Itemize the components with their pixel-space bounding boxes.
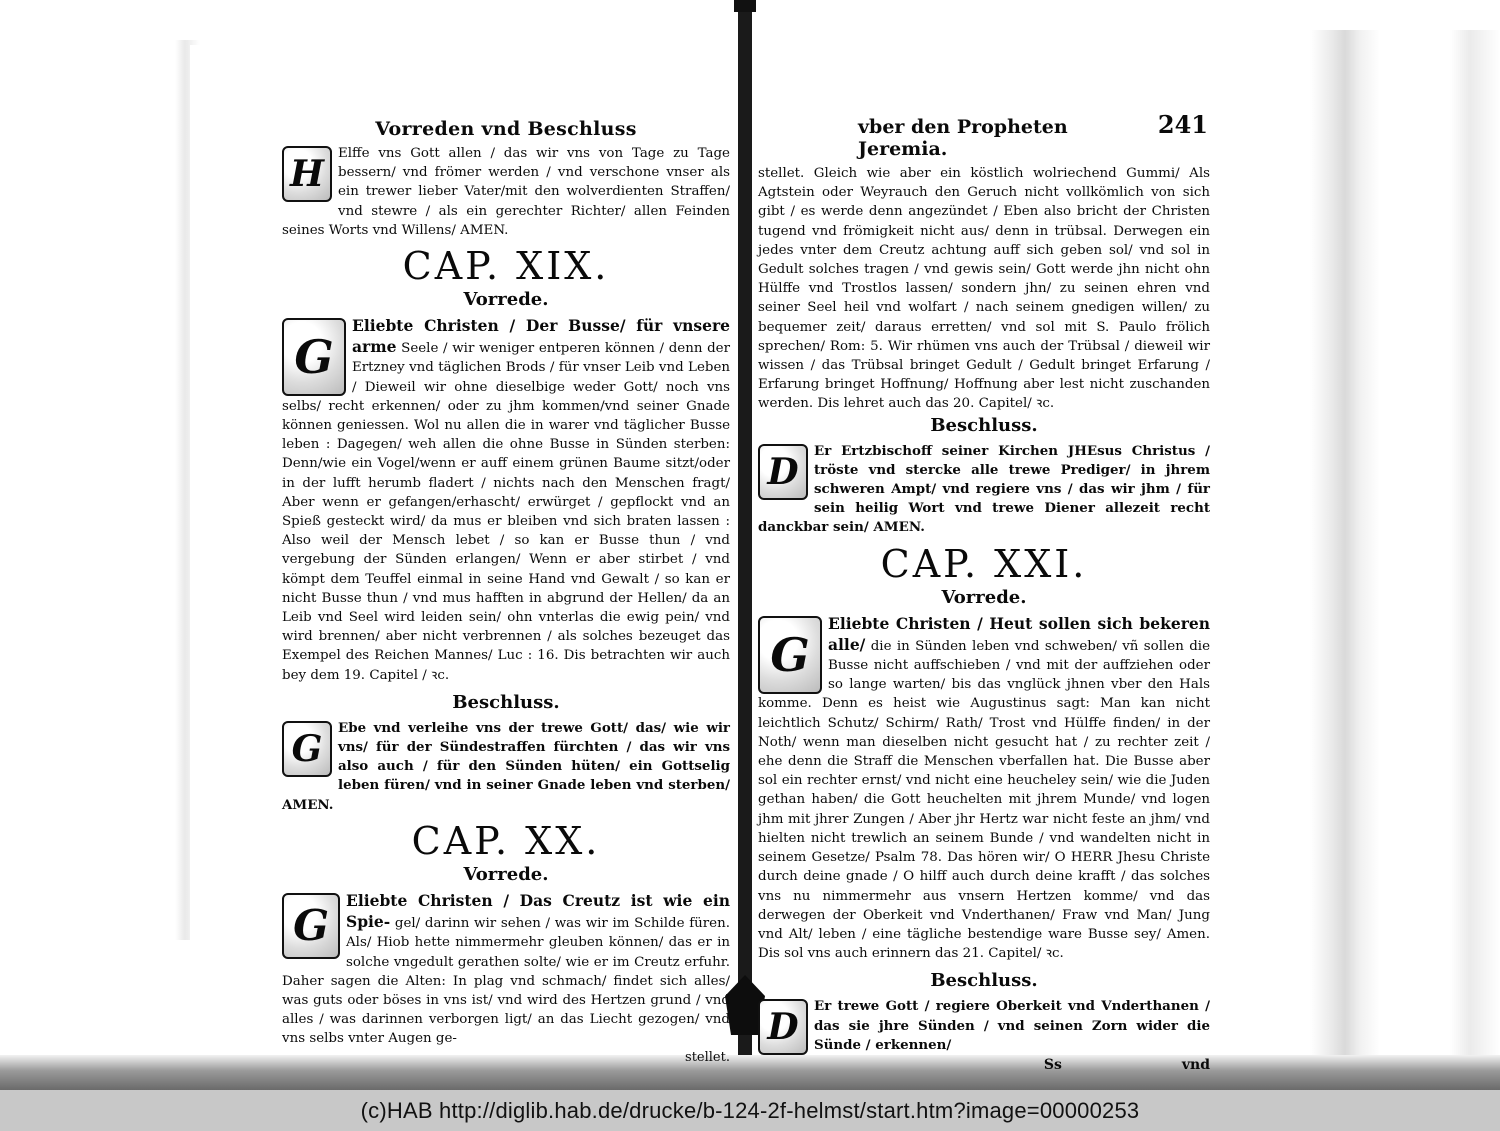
chapter-19-beschluss-text: Ebe vnd verleihe vns der trewe Gott/ das/ wie wir vns/ für der Sündestraffen fürchten / das wir vns also auch / für den Sünden hüten/ ein Gottselig leben füren/ vnd in seiner Gnade leben vnd sterben/ AMEN.: [282, 719, 730, 813]
drop-initial-d: D: [758, 444, 808, 500]
chapter-21-beschluss-heading: Beschluss.: [930, 970, 1038, 992]
chapter-19-beschluss-heading: Beschluss.: [452, 691, 560, 713]
drop-initial-g: G: [758, 616, 822, 694]
chapter-20-vorrede-heading: Vorrede.: [463, 863, 549, 885]
chapter-21-title: CAP. XXI.: [880, 541, 1088, 586]
drop-initial-d: D: [758, 999, 808, 1055]
credit-text: (c)HAB http://diglib.hab.de/drucke/b-124-2f-helmst/start.htm?image=00000253: [360, 1097, 1140, 1123]
drop-initial-g: G: [282, 893, 340, 959]
left-page-text: [282, 118, 730, 1067]
chapter-21-beschluss-text: Er trewe Gott / regiere Oberkeit vnd Vnderthanen / das sie jhre Sünden / vnd seinen Zorn wider die Sünde / erkennen/: [814, 998, 1210, 1053]
signature-mark: Ss: [1043, 1056, 1062, 1073]
signature-row: [814, 1055, 1210, 1075]
scan-bottom-shadow: [0, 1055, 1500, 1090]
chapter-21-vorrede-lead: Eliebte Christen / Heut sollen sich bekeren alle/: [828, 613, 1210, 654]
running-head-title: vber den Propheten Jeremia.: [858, 116, 1068, 160]
chapter-19-title: CAP. XIX.: [402, 244, 610, 289]
chapter-19-vorrede-heading: Vorrede.: [463, 289, 549, 311]
running-head-right: [758, 110, 1210, 160]
catchword-left: stellet.: [685, 1049, 730, 1065]
chapter-20-vorrede-text: gel/ darinn wir sehen / was wir im Schilde füren. Als/ Hiob hette nimmermehr gleuben können/ das er in solche vngedult gerathen solte/ wie er im Creutz erfuhr. Daher sagen die Alten: In plag vnd schmach/ findet sich alles/ was guts oder böses in vns ist/ vnd wird des Hertzen grund / vnd alles / was darinnen verborgen ligt/ an das Liecht gezogen/ vnd vns selbs vnter Augen ge-: [282, 916, 730, 1047]
page-edge-right: [1270, 30, 1500, 1080]
chapter-20-continuation: stellet. Gleich wie aber ein köstlich wolriechend Gummi/ Als Agtstein oder Weyrauch den Geruch nicht vollkömlich von sich gibt / es werde denn angezündet / Eben also bricht der Christen tugend vnd frömigkeit nicht aus/ denn in trübsal. Derwegen ein jedes vnter dem Creutz achtung auff sich geben sol/ vnd sol in Gedult solches tragen / vnd gewis sein/ Gott werde jhn nicht ohn Hülffe vnd Trostlos lassen/ sondern jhn/ zu seinen ehren vnd seiner Seel heil vnd wolfart / nach seinem gnedigen willen/ zu bequemer zeit/ daraus erretten/ vnd sol mit S. Paulo frölich sprechen/ Rom: 5. Wir rhümen vns auch der Trübsal / dieweil wir wissen / das Trübsal bringet Gedult / Gedult bringet Erfarung / Erfarung bringet Hoffnung/ Hoffnung aber lest nicht zuschanden werden. Dis lehret auch das 20. Capitel/ ꝛc.: [758, 166, 1210, 412]
chapter-20-vorrede: [282, 891, 730, 1049]
chapter-20-vorrede-lead: Eliebte Christen / Das Creutz ist wie ein Spie-: [346, 890, 730, 932]
catchword-right: vnd: [1181, 1056, 1210, 1073]
chapter-19-vorrede: [282, 316, 730, 685]
chapter-21-vorrede-heading: Vorrede.: [941, 586, 1027, 608]
chapter-20-beschluss: [758, 442, 1210, 538]
intro-paragraph: [282, 144, 730, 240]
chapter-20-beschluss-heading: Beschluss.: [930, 414, 1038, 436]
intro-text: Elffe vns Gott allen / das wir vns von Tage zu Tage bessern/ vnd frömer werden / vnd verschone vnser als ein trewer lieber Vater/mit den wolverdienten Straffen/ vnd stewre / als ein gerechter Richter/ allen Feinden seines Worts vnd Willens/ AMEN.: [282, 146, 730, 238]
gutter-top: [734, 0, 756, 12]
chapter-19-beschluss: [282, 719, 730, 815]
chapter-20-title: CAP. XX.: [411, 818, 601, 863]
drop-initial-g: G: [282, 318, 346, 396]
credit-bar: [0, 1090, 1500, 1131]
drop-initial-g: G: [282, 721, 332, 777]
chapter-21-vorrede-text: die in Sünden leben vnd schweben/ vñ sollen die Busse nicht auffschieben / vnd mit der auffziehen oder so lange warten/ bis das vnglück jhnen vber den Hals komme. Denn es heist wie Augustinus sagt: Man kan nicht leichtlich Schutz/ Schirm/ Rath/ Trost vnd Hülffe finden/ in der Noth/ wenn man dieselben nicht gesucht hat / zu rechter zeit / ehe denn die Straff die Menschen vberfallen hat. Die Busse aber sol ein rechter ernst/ vnd nicht eine heucheley sein/ wie die Juden gethan haben/ die Gott heuchelten mit jhrem Munde/ vnd logen jhm mit jhrer Zungen / Aber jhr Hertz war nicht feste an jhm/ vnd hielten nicht trewlich an seinem Bunde / vnd wandelten nicht in seinem Gesetze/ Psalm 78. Das hören wir/ O HERR Jhesu Christe durch deine gnade / O hilff auch durch deine krafft / das solches vns nu nimmermehr aus vnsern Hertzen komme/ vnd das derwegen der Oberkeit vnd Vnderthanen/ Fraw vnd Man/ Jung vnd Alt/ leben / eine tägliche bestendige ware Busse sey/ Amen. Dis sol vns auch erinnern das 21. Capitel/ ꝛc.: [758, 638, 1210, 962]
chapter-21-vorrede: [758, 614, 1210, 964]
chapter-19-vorrede-text: Seele / wir weniger entperen können / denn der Ertzney vnd täglichen Brods / für vnser Leib vnd Leben / Dieweil wir ohne dieselbige weder Gott/ noch vns selbs/ recht erkennen/ oder zu jhm kommen/vnd seiner Gnade können geniessen. Wol nu allen die in warer vnd täglicher Busse leben : Dagegen/ weh allen die ohne Busse in Sünden sterben: Denn/wie ein Vogel/wenn er auff einem grünen Baume sitzt/oder in der lufft herumb fladert / nichts nach den Menschen fragt/ Aber wenn er gefangen/erhascht/ erwürget / gepflockt vnd an Spieß gesteckt wird/ da mus er bleiben vnd sich braten lassen : Also weil der Mensch lebet / so kan er Busse thun / vnd vergebung der Sünden erlangen/ Wenn er aber stirbet / vnd kömpt dem Teuffel einmal in seine Hand vnd Gewalt / so kan er nicht Busse thun / vnd mus hafften in abgrund der Hellen/ da an Leib vnd Seel wird leiden sein/ ohn vnterlas die ewig pein/ vnd wird brennen/ aber nicht verbrennen / als solches bezeuget das Exempel des Reichen Mannes/ Luc : 16. Dis betrachten wir auch bey dem 19. Capitel / ꝛc.: [282, 341, 730, 683]
chapter-20-beschluss-text: Er Ertzbischoff seiner Kirchen JHEsus Christus / tröste vnd stercke alle trewe Prediger/ in jhrem schweren Ampt/ vnd regiere vns / das wir jhm / für sein heilig Wort vnd trewe Diener allezeit recht danckbar sein/ AMEN.: [758, 442, 1210, 536]
book-gutter: [738, 0, 752, 1075]
page-number: 241: [1157, 110, 1208, 139]
chapter-21-beschluss: [758, 997, 1210, 1055]
running-head-left: Vorreden vnd Beschluss: [375, 118, 637, 140]
right-page-text: [758, 110, 1210, 1075]
chapter-19-vorrede-lead: Eliebte Christen / Der Busse/ für vnsere arme: [352, 316, 730, 357]
drop-initial-h: H: [282, 146, 332, 202]
